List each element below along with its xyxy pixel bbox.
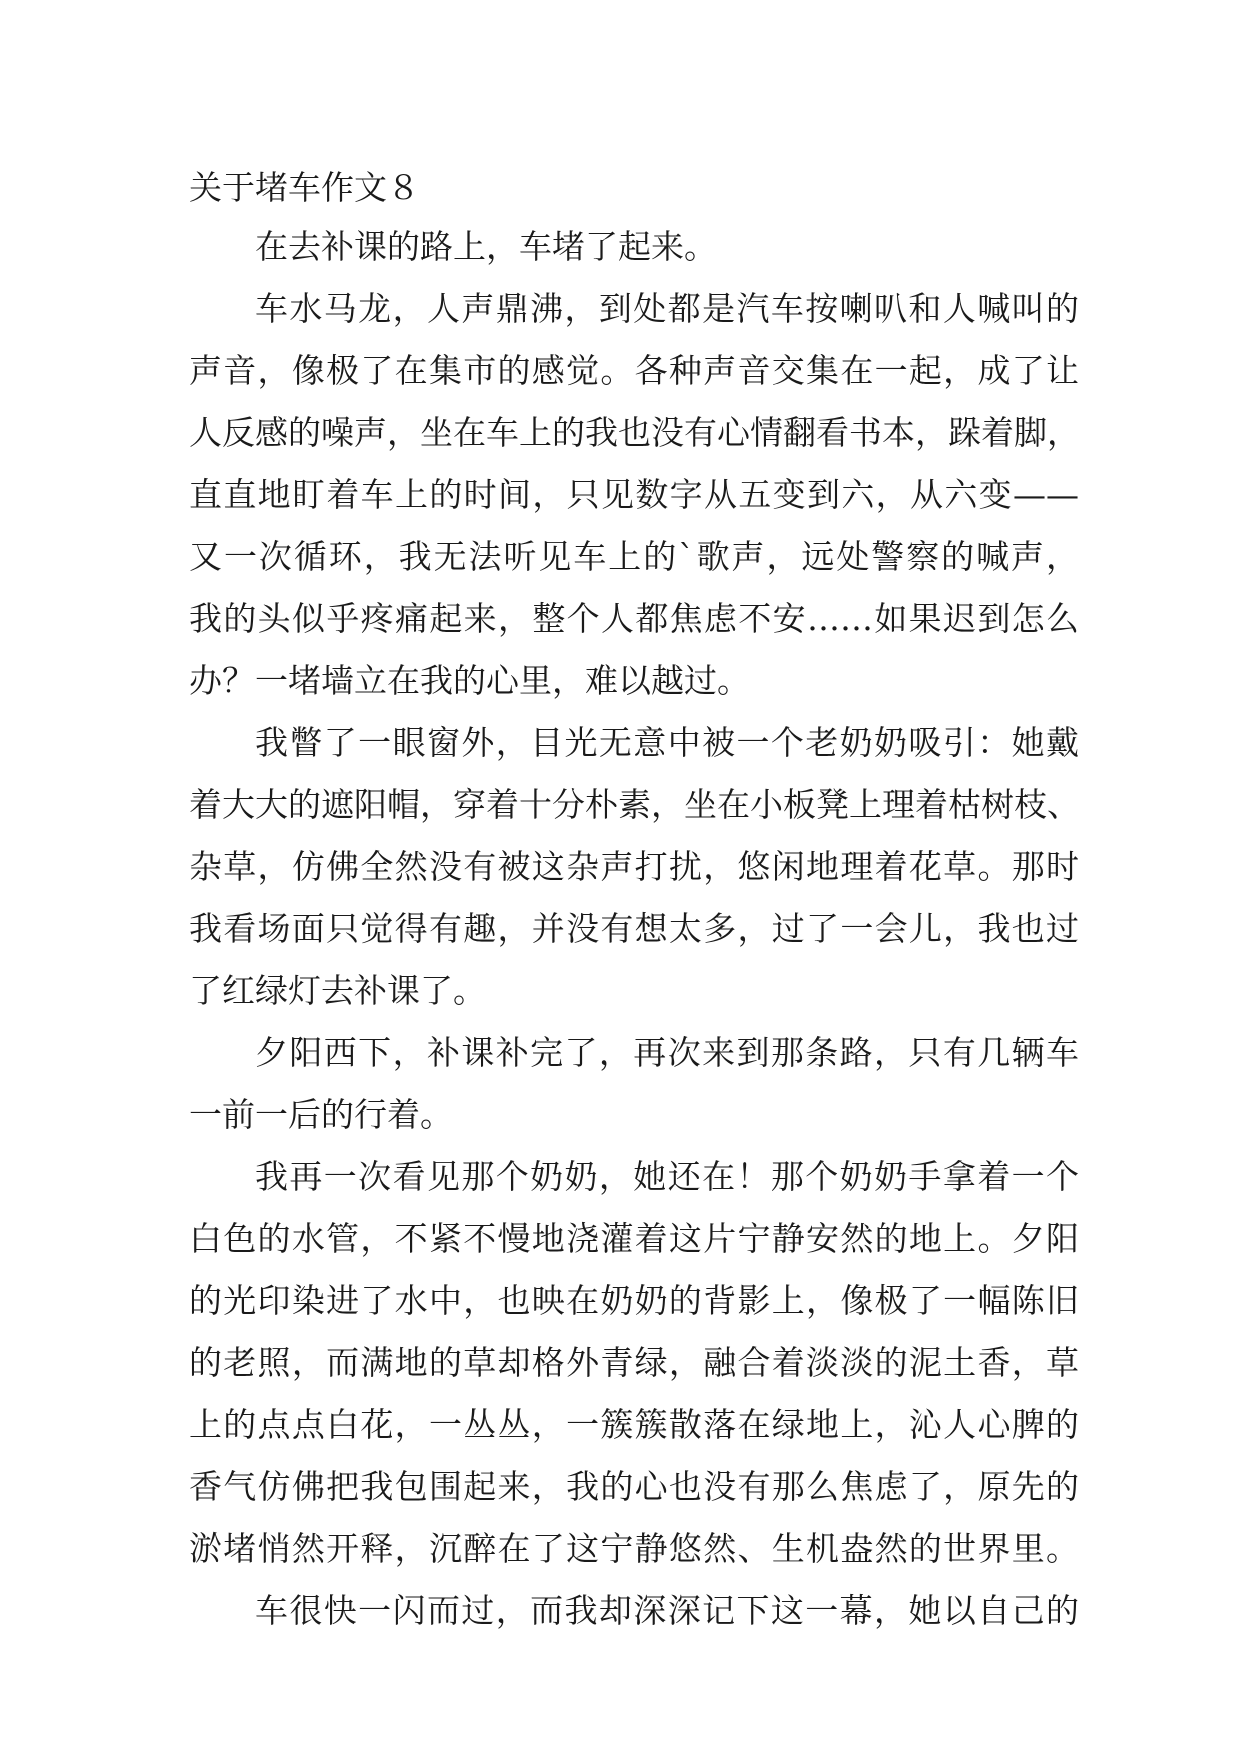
- paragraph-line: 车水马龙，人声鼎沸，到处都是汽车按喇叭和人喊叫的: [255, 289, 1079, 328]
- paragraph-line: 着大大的遮阳帽，穿着十分朴素，坐在小板凳上理着枯树枝、: [189, 785, 1080, 824]
- paragraph-line: 夕阳西下，补课补完了，再次来到那条路，只有几辆车: [255, 1033, 1079, 1072]
- paragraph-line: 声音，像极了在集市的感觉。各种声音交集在一起，成了让: [189, 351, 1079, 390]
- document-body: [189, 160, 1079, 1642]
- paragraph-line: 杂草，仿佛全然没有被这杂声打扰，悠闲地理着花草。那时: [189, 847, 1079, 886]
- paragraph-line: 了红绿灯去补课了。: [189, 971, 486, 1010]
- paragraph-line: 我的头似乎疼痛起来，整个人都焦虑不安……如果迟到怎么: [189, 599, 1079, 638]
- paragraph-line: 我看场面只觉得有趣，并没有想太多，过了一会儿，我也过: [189, 909, 1079, 948]
- paragraph-line: 直直地盯着车上的时间，只见数字从五变到六，从六变——: [189, 475, 1079, 514]
- paragraph-line: 淤堵悄然开释，沉醉在了这宁静悠然、生机盎然的世界里。: [189, 1529, 1079, 1568]
- paragraph-line: 我瞥了一眼窗外，目光无意中被一个老奶奶吸引：她戴: [255, 723, 1079, 762]
- paragraph-line: 的光印染进了水中，也映在奶奶的背影上，像极了一幅陈旧: [189, 1281, 1079, 1320]
- paragraph-line: 车很快一闪而过，而我却深深记下这一幕，她以自己的: [255, 1591, 1079, 1630]
- paragraph-line: 在去补课的路上，车堵了起来。: [255, 227, 717, 266]
- paragraph-line: 办？一堵墙立在我的心里，难以越过。: [189, 661, 750, 700]
- paragraph-line: 又一次循环，我无法听见车上的`歌声，远处警察的喊声，: [189, 537, 1079, 576]
- paragraph-line: 白色的水管，不紧不慢地浇灌着这片宁静安然的地上。夕阳: [189, 1219, 1079, 1258]
- paragraph-line: 上的点点白花，一丛丛，一簇簇散落在绿地上，沁人心脾的: [189, 1405, 1079, 1444]
- paragraph-line: 的老照，而满地的草却格外青绿，融合着淡淡的泥土香，草: [189, 1343, 1079, 1382]
- paragraph-line: 香气仿佛把我包围起来，我的心也没有那么焦虑了，原先的: [189, 1467, 1079, 1506]
- paragraph-line: 人反感的噪声，坐在车上的我也没有心情翻看书本，跺着脚，: [189, 413, 1080, 452]
- paragraph-line: 一前一后的行着。: [189, 1095, 453, 1134]
- document-title: 关于堵车作文８: [189, 168, 420, 207]
- paragraph-line: 我再一次看见那个奶奶，她还在！那个奶奶手拿着一个: [255, 1157, 1079, 1196]
